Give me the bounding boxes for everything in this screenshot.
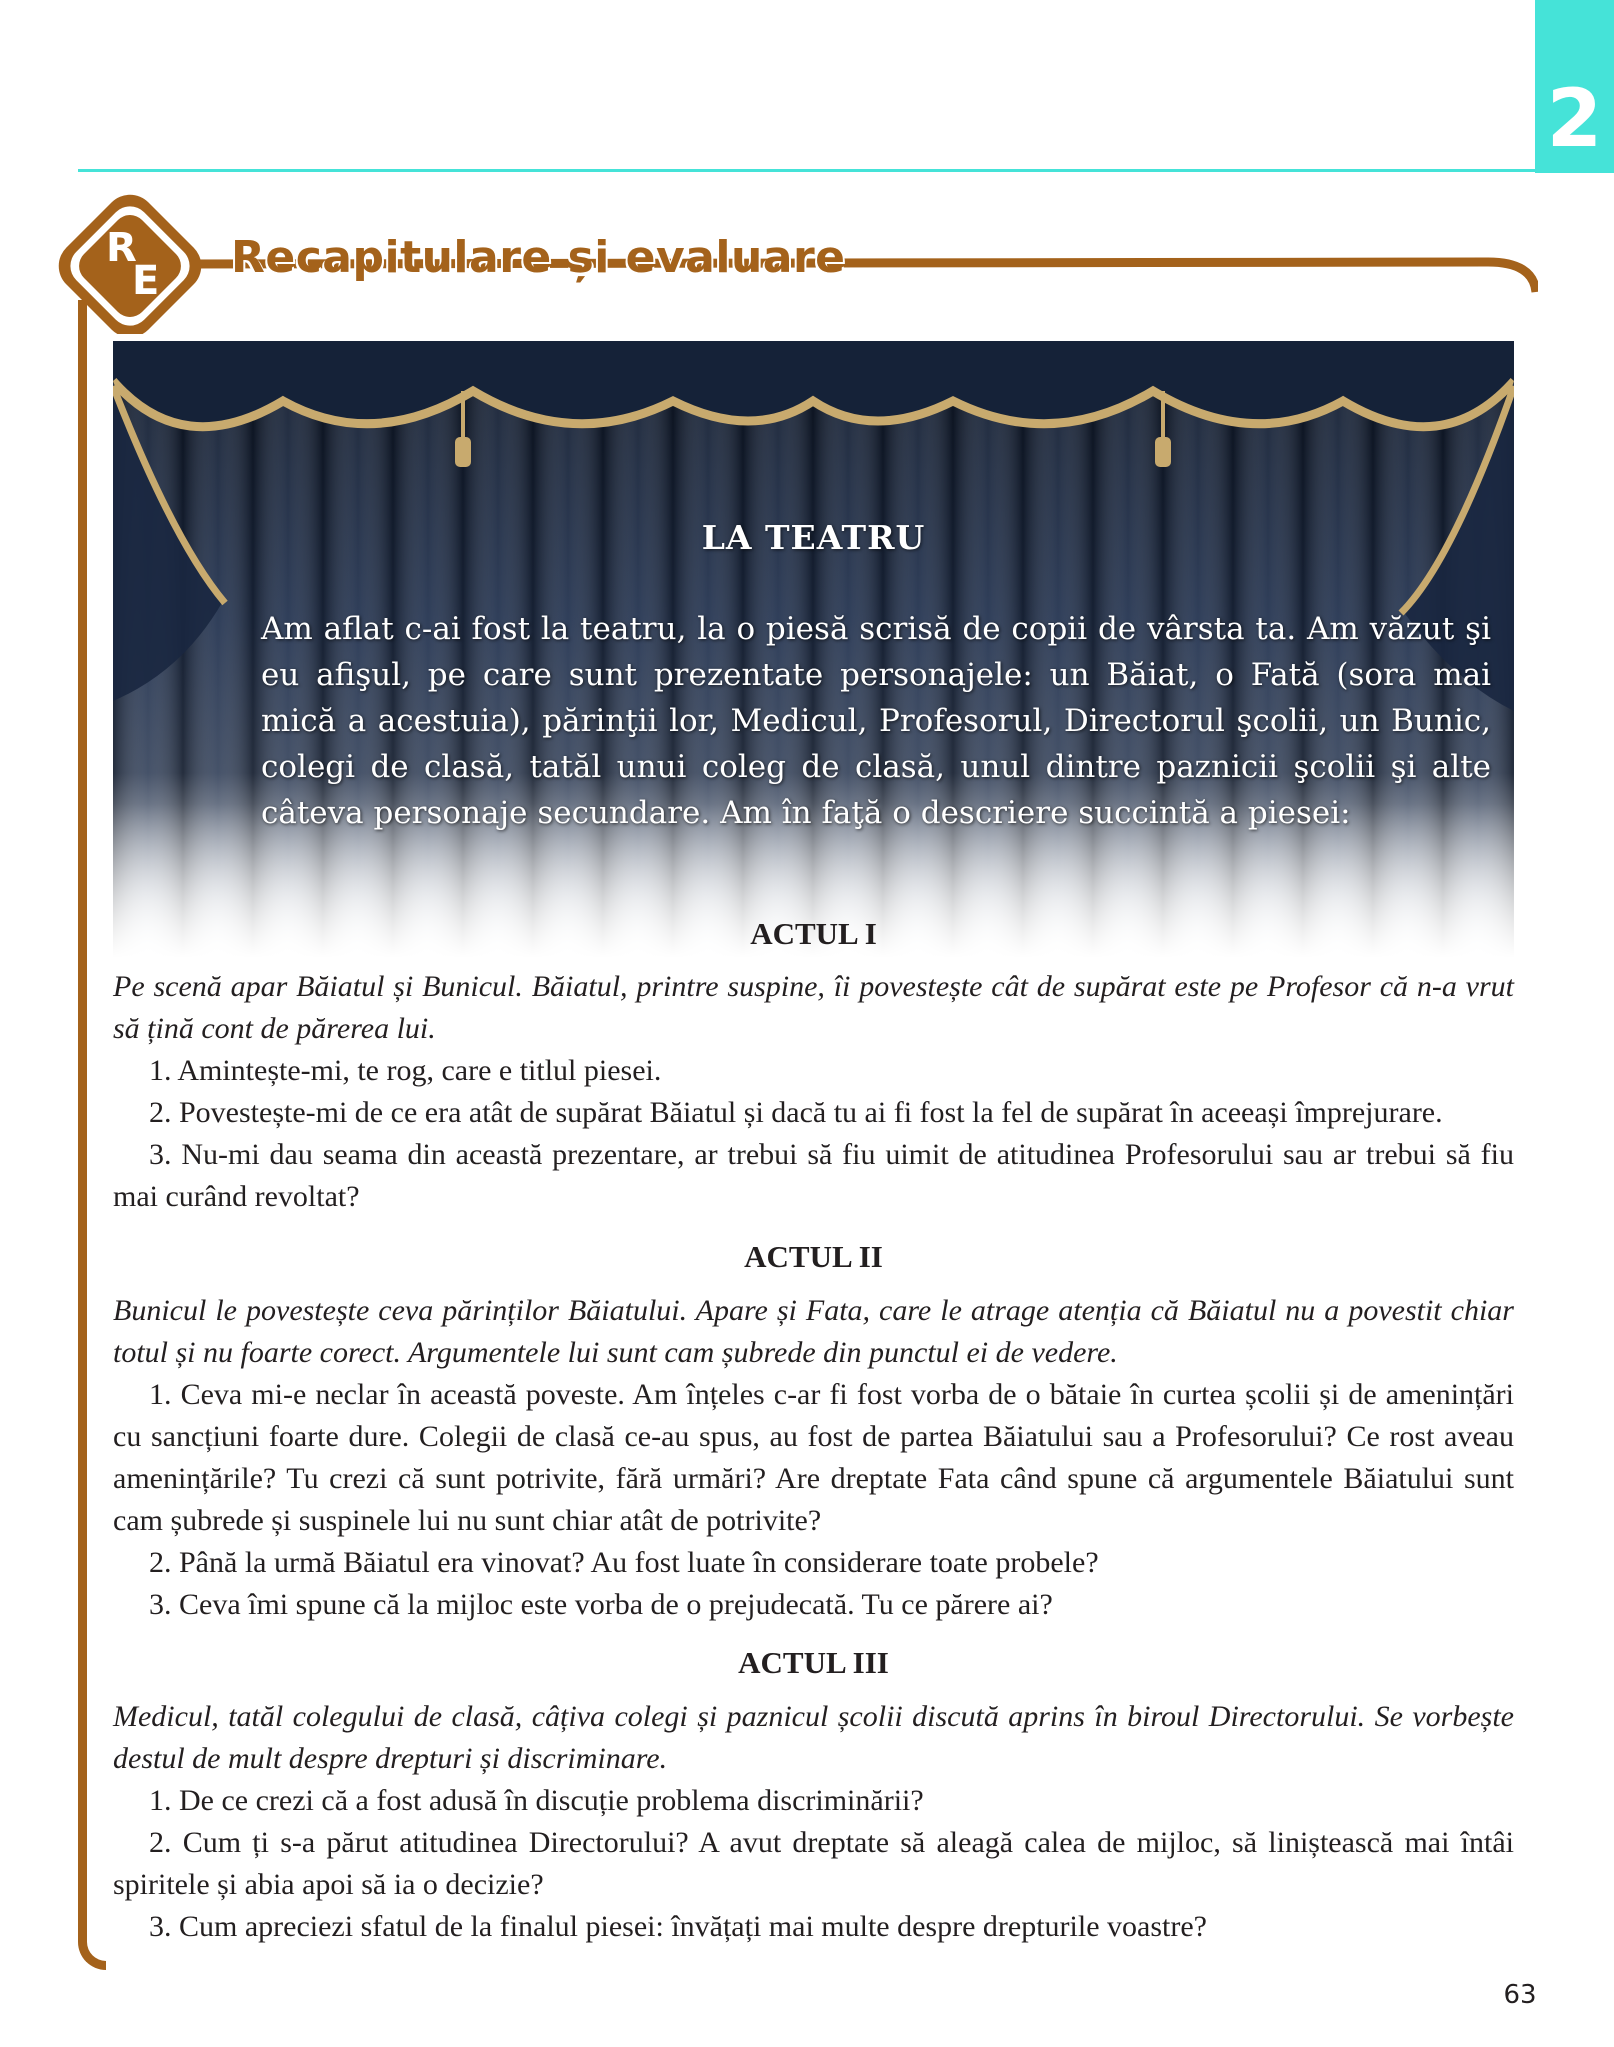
section-title: Recapitulare și evaluare: [231, 232, 846, 283]
act-1-heading: ACTUL I: [750, 916, 877, 951]
act-2-heading: ACTUL II: [744, 1239, 883, 1274]
act-1-question-2: 2. Povestește-mi de ce era atât de supărat Băiatul și dacă tu ai fi fost la fel de supărat în aceeași împrejurare.: [149, 1096, 1443, 1129]
act-3-description: Medicul, tatăl colegului de clasă, câțiva colegi și paznicul școlii discută aprins în biroul Directorului. Se vorbește destul de mult despre drepturi și discriminare.: [113, 1700, 1514, 1775]
act-3-question-1: 1. De ce crezi că a fost adusă în discuție problema discriminării?: [149, 1784, 924, 1817]
act-2-question-1: 1. Ceva mi-e neclar în această poveste. Am înțeles c-ar fi fost vorba de o bătaie în curtea școlii și de amenințări cu sancțiuni foarte dure. Colegii de clasă ce-au spus, au fost de partea Băiatului sau a Profesorului? Ce rost aveau amenințările? Tu crezi că sunt potrivite, fără urmări? Are dreptate Fata când spune că argumentele Băiatului sunt cam șubrede și suspinele lui nu sunt chiar atât de potrivite?: [113, 1378, 1514, 1537]
section-header: [48, 184, 1538, 334]
act-2-question-3: 3. Ceva îmi spune că la mijloc este vorba de o prejudecată. Tu ce părere ai?: [149, 1588, 1053, 1621]
badge-letter-r: R: [106, 225, 137, 271]
act-1-question-3: 3. Nu-mi dau seama din această prezentare, ar trebui să fiu uimit de atitudinea Profesorului sau ar trebui să fiu mai curând revoltat?: [113, 1138, 1514, 1213]
left-frame-rule: [78, 300, 106, 1970]
page-number: 63: [1503, 1980, 1537, 2010]
banner-title: LA TEATRU: [701, 518, 926, 557]
act-2-description: Bunicul le povestește ceva părinților Băiatului. Apare și Fata, care le atrage atenția că Băiatul nu a povestit chiar totul și nu foarte corect. Argumentele lui sunt cam șubrede din punctul ei de vedere.: [113, 1294, 1514, 1369]
act-3-question-3: 3. Cum apreciezi sfatul de la finalul piesei: învățați mai multe despre drepturile voastre?: [149, 1910, 1207, 1943]
badge-letter-e: E: [132, 258, 160, 304]
act-1-description: Pe scenă apar Băiatul și Bunicul. Băiatul, printre suspine, îi povestește cât de supărat este pe Profesor că n-a vrut să țină cont de părerea lui.: [113, 970, 1514, 1045]
chapter-number-tab: 2: [1535, 0, 1614, 173]
act-3-heading: ACTUL III: [738, 1645, 889, 1680]
act-2-question-2: 2. Până la urmă Băiatul era vinovat? Au fost luate în considerare toate probele?: [149, 1546, 1099, 1579]
act-1-question-1: 1. Amintește-mi, te rog, care e titlul piesei.: [149, 1054, 662, 1087]
theater-banner: [113, 341, 1514, 958]
top-divider: [78, 169, 1536, 172]
act-3-question-2: 2. Cum ți s-a părut atitudinea Directorului? A avut dreptate să aleagă calea de mijloc, să liniștească mai întâi spiritele și abia apoi să ia o decizie?: [113, 1826, 1514, 1901]
banner-intro-text: Am aflat c-ai fost la teatru, la o piesă scrisă de copii de vârsta ta. Am văzut şi eu afişul, pe care sunt prezentate personajele: un Băiat, o Fată (sora mai mică a acestuia), părinţii lor, Medicul, Profesorul, Directorul şcolii, un Bunic, colegi de clasă, tatăl unui coleg de clasă, unul dintre paznicii şcolii şi alte câteva personaje secundare. Am în faţă o descriere succintă a piesei:: [261, 611, 1491, 831]
